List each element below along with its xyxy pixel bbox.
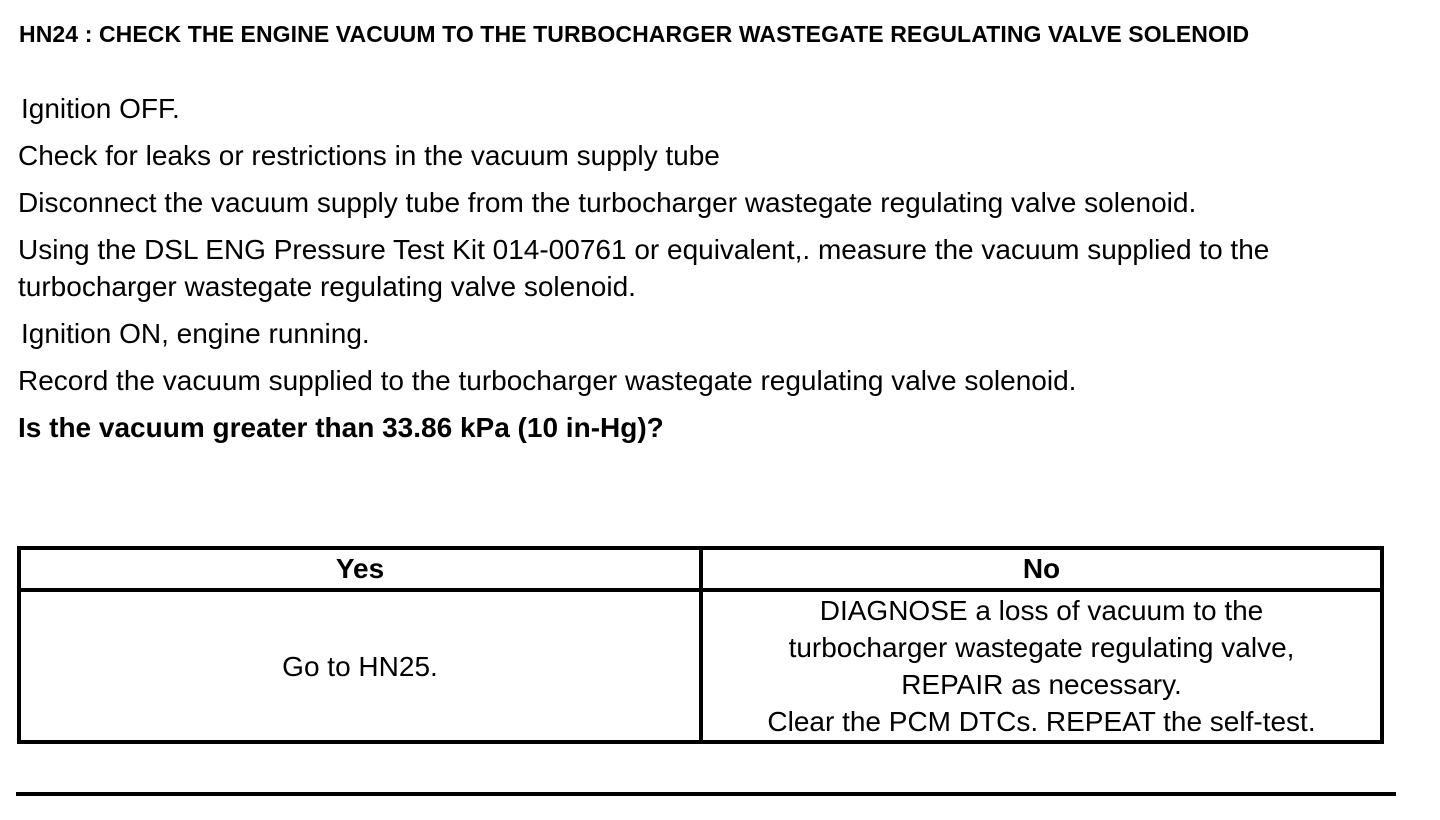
step-record-vacuum: Record the vacuum supplied to the turbocharger wastegate regulating valve solenoid. [18,365,1077,396]
table-header-row [19,548,1382,590]
procedure-title: HN24 : CHECK THE ENGINE VACUUM TO THE TURBOCHARGER WASTEGATE REGULATING VALVE SOLENOID [19,21,1250,47]
yes-action-cell [19,590,701,742]
no-action-line: DIAGNOSE a loss of vacuum to the [819,595,1264,626]
procedure-steps [18,90,1408,446]
table-row [19,590,1382,742]
step-measure-vacuum: Using the DSL ENG Pressure Test Kit 014-00761 or equivalent,. measure the vacuum supplied to the turbocharger wastegate regulating valve solenoid. [18,234,1270,302]
step-ignition-off: Ignition OFF. [21,93,180,124]
no-action-line: turbocharger wastegate regulating valve, [788,632,1295,663]
no-action-cell [701,590,1382,742]
step-check-leaks: Check for leaks or restrictions in the vacuum supply tube [18,140,720,171]
header-no: No [701,548,1382,590]
result-table [17,546,1384,744]
no-action-line: Clear the PCM DTCs. REPEAT the self-test. [767,706,1316,737]
yes-action-text: Go to HN25. [282,650,438,682]
diagnostic-question: Is the vacuum greater than 33.86 kPa (10 in-Hg)? [18,412,664,443]
no-action-line: REPAIR as necessary. [901,669,1182,700]
bottom-divider [16,792,1396,796]
step-disconnect-tube: Disconnect the vacuum supply tube from the turbocharger wastegate regulating valve solenoid. [18,187,1197,218]
step-ignition-on: Ignition ON, engine running. [21,318,370,349]
header-yes: Yes [19,548,701,590]
